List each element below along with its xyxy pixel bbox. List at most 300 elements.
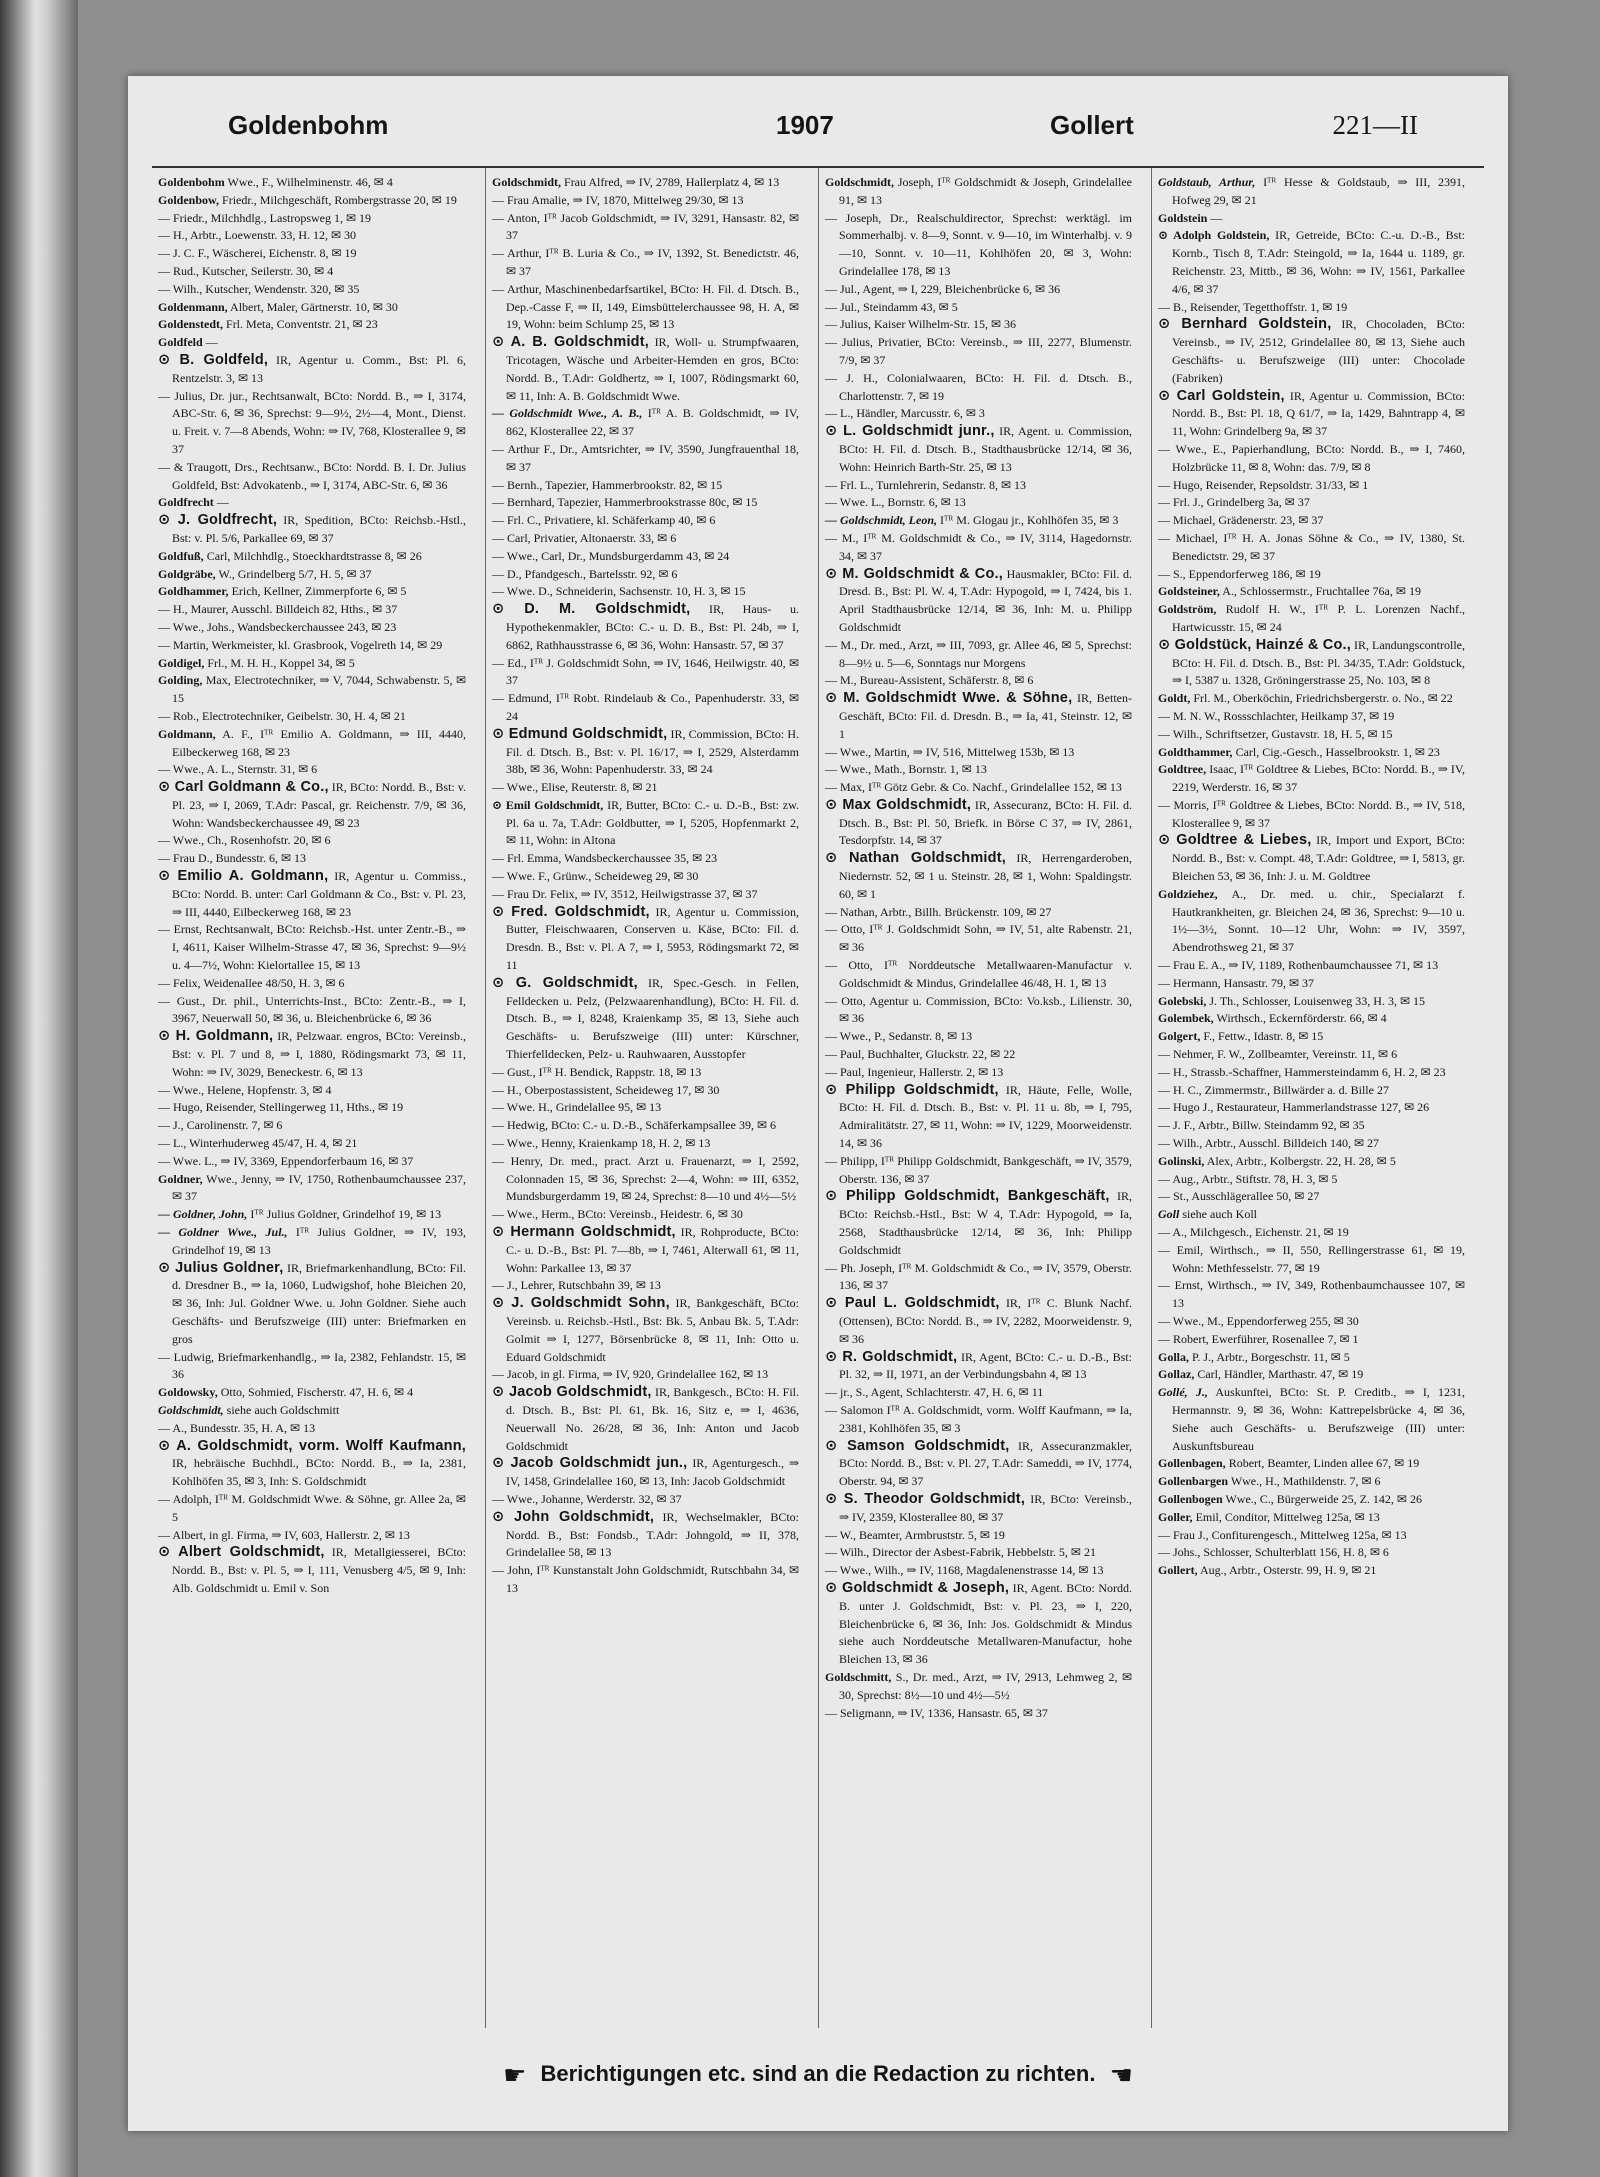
directory-entry xyxy=(492,975,799,1064)
directory-entry xyxy=(158,1402,466,1420)
directory-entry xyxy=(825,1082,1132,1153)
entry-details: S., Dr. med., Arzt, ⇒ IV, 2913, Lehmweg 2, ✉ 30, Sprechst: 8½—10 und 4½—5½ xyxy=(839,1669,1133,1702)
entry-details: IR, Spec.-Gesch. in Fellen, Felldecken u. Pelz, (Pelzwaarenhandlung), BCto: H. Fil. d. Dtsch. B., ⇒ I, 8248, Kraienkamp 35, ✉ 13, Siehe auch Geschäfts- u. Berufszweige (III) unter: Kürschner, Thierfelldecken, Pelz- u. Rauhwaaren, Ausstopfer xyxy=(506,975,800,1062)
entry-details: IR, Iᵀᴿ C. Blunk Nachf. (Ottensen), BCto: Nordd. B., ⇒ IV, 2282, Moorweidenstr. 9, ✉ 36 xyxy=(839,1296,1132,1346)
directory-entry xyxy=(1158,316,1465,387)
entry-details: IR, Betten-Geschäft, BCto: Fil. d. Dresdn. B., ⇒ Ia, 41, Steinstr. 12, ✉ 1 xyxy=(839,691,1132,741)
directory-entry xyxy=(1158,1366,1465,1384)
entry-details: IR, Wechselmakler, BCto: Nordd. B., Bst: Fondsb., T.Adr: Johngold, ⇒ II, 378, Grindelallee 58, ✉ 13 xyxy=(506,1509,799,1560)
footer-text: Berichtigungen etc. sind an die Redaction zu richten. xyxy=(540,2061,1096,2086)
entry-details: — Wwe., Ch., Rosenhofstr. 20, ✉ 6 xyxy=(158,833,331,848)
directory-entry xyxy=(492,868,799,886)
directory-entry xyxy=(158,210,466,228)
entry-name: Goldtree, xyxy=(1158,762,1207,777)
directory-entry xyxy=(492,192,799,210)
directory-entry xyxy=(825,281,1132,299)
entry-details: — Frl. J., Grindelberg 3a, ✉ 37 xyxy=(1158,495,1310,510)
entry-details: — Rud., Kutscher, Seilerstr. 30, ✉ 4 xyxy=(158,263,334,278)
entry-details: — H., Maurer, Ausschl. Billdeich 82, Hths., ✉ 37 xyxy=(158,602,398,617)
entry-details: — Hermann, Hansastr. 79, ✉ 37 xyxy=(1158,975,1315,990)
directory-entry xyxy=(825,334,1132,370)
directory-entry xyxy=(492,779,799,797)
directory-entry xyxy=(158,761,466,779)
entry-details: — Wwe., Herm., BCto: Vereinsb., Heidestr. 6, ✉ 30 xyxy=(492,1207,743,1222)
entry-name: ⊙ Bernhard Goldstein, xyxy=(1158,316,1332,333)
entry-name: ⊙ R. Goldschmidt, xyxy=(825,1348,958,1365)
directory-entry xyxy=(158,779,466,832)
entry-name: Gollé, J., xyxy=(1158,1385,1208,1400)
entry-name: Goldfuß, xyxy=(158,548,204,563)
entry-name: — Goldner Wwe., Jul., xyxy=(158,1225,288,1240)
directory-entry xyxy=(492,850,799,868)
directory-entry xyxy=(158,832,466,850)
running-header xyxy=(228,110,1418,150)
column-4 xyxy=(1151,168,1471,2028)
directory-entry xyxy=(492,1366,799,1384)
directory-entry xyxy=(492,477,799,495)
entry-details: — M., Bureau-Assistent, Schäferstr. 8, ✉ 6 xyxy=(825,673,1034,688)
directory-entry xyxy=(1158,1544,1465,1562)
entry-details: siehe auch Goldschmitt xyxy=(226,1402,340,1417)
directory-entry xyxy=(1158,1099,1465,1117)
entry-details: — Wwe., Martin, ⇒ IV, 516, Mittelweg 153b, ✉ 13 xyxy=(825,744,1075,759)
directory-entry xyxy=(158,726,466,762)
entry-details: — & Traugott, Drs., Rechtsanw., BCto: Nordd. B. I. Dr. Julius Goldfeld, Bst: Advokatenb., ⇒ I, 3174, ABC-Str. 6, ✉ 36 xyxy=(158,459,466,492)
entry-name: Goller, xyxy=(1158,1509,1193,1524)
entry-details: — Wwe., Henny, Kraienkamp 18, H. 2, ✉ 13 xyxy=(492,1136,711,1151)
entry-name: ⊙ H. Goldmann, xyxy=(158,1028,274,1045)
entry-details: — Frau J., Confiturengesch., Mittelweg 125a, ✉ 13 xyxy=(1158,1527,1407,1542)
directory-entry xyxy=(1158,1224,1465,1242)
directory-entry xyxy=(158,1135,466,1153)
entry-name: Goldstein xyxy=(1158,210,1208,225)
entry-name: Goldenmann, xyxy=(158,299,228,314)
entry-details: IR, BCto: Reichsb.-Hstl., Bst: W 4, T.Adr: Hypogold, ⇒ Ia, 2568, Stadthausbrücke 12/14, ✉ 36, Inh: Philipp Goldschmidt xyxy=(839,1189,1132,1257)
directory-entry xyxy=(825,1527,1132,1545)
entry-details: — J., Carolinenstr. 7, ✉ 6 xyxy=(158,1118,283,1133)
entry-details: Aug., Arbtr., Osterstr. 99, H. 9, ✉ 21 xyxy=(1200,1563,1377,1578)
directory-entry xyxy=(158,975,466,993)
entry-details: — Jacob, in gl. Firma, ⇒ IV, 920, Grindelallee 162, ✉ 13 xyxy=(492,1367,769,1382)
entry-details: Friedr., Milchgeschäft, Rombergstrasse 20, ✉ 19 xyxy=(222,192,457,207)
footer-notice xyxy=(128,2060,1508,2100)
directory-entry xyxy=(158,192,466,210)
directory-entry xyxy=(1158,1455,1465,1473)
entry-details: — W., Beamter, Armbruststr. 5, ✉ 19 xyxy=(825,1527,1005,1542)
entry-details: Albert, Maler, Gärtnerstr. 10, ✉ 30 xyxy=(230,299,398,314)
directory-entry xyxy=(825,530,1132,566)
entry-details: — Wwe., Helene, Hopfenstr. 3, ✉ 4 xyxy=(158,1082,332,1097)
directory-entry xyxy=(158,1260,466,1349)
entry-details: — St., Ausschlägerallee 50, ✉ 27 xyxy=(1158,1189,1320,1204)
directory-entry xyxy=(1158,1117,1465,1135)
entry-details: — Hugo, Reisender, Stellingerweg 11, Hths., ✉ 19 xyxy=(158,1100,404,1115)
directory-entry xyxy=(158,299,466,317)
entry-details: Iᵀᴿ A. B. Goldschmidt, ⇒ IV, 862, Klosterallee 22, ✉ 37 xyxy=(506,406,799,439)
entry-name: Goldenbohm xyxy=(158,175,225,189)
entry-details: — Bernh., Tapezier, Hammerbrookstr. 82, ✉ 15 xyxy=(492,477,723,492)
entry-details: — Wwe., Elise, Reuterstr. 8, ✉ 21 xyxy=(492,780,658,795)
entry-details: Frl., M. H. H., Koppel 34, ✉ 5 xyxy=(207,655,355,670)
directory-entry xyxy=(825,797,1132,850)
directory-entry xyxy=(825,1295,1132,1348)
directory-entry xyxy=(1158,388,1465,441)
directory-entry xyxy=(1158,1206,1465,1224)
entry-details: IR, Rohproducte, BCto: C.- u. D.-B., Bst: Pl. 7—8b, ⇒ I, 7461, Alterwall 61, ✉ 11, Wohn: Parkallee 13, ✉ 37 xyxy=(506,1225,799,1275)
entry-name: Goldstaub, Arthur, xyxy=(1158,175,1256,189)
entry-details: Otto, Sohmied, Fischerstr. 47, H. 6, ✉ 4 xyxy=(220,1385,414,1400)
entry-details: — Wwe., Johanne, Werderstr. 32, ✉ 37 xyxy=(492,1491,682,1506)
directory-entry xyxy=(825,744,1132,762)
directory-entry xyxy=(492,583,799,601)
directory-entry xyxy=(158,281,466,299)
entry-name: Goldenbow, xyxy=(158,192,220,207)
entry-details: — Salomon Iᵀᴿ A. Goldschmidt, vorm. Wolff Kaufmann, ⇒ Ia, 2381, Kohlhöfen 35, ✉ 3 xyxy=(825,1402,1132,1435)
directory-entry xyxy=(825,1349,1132,1385)
entry-details: IR, Häute, Felle, Wolle, BCto: H. Fil. d. Dtsch. B., Bst: v. Pl. 11 u. 8b, ⇒ I, 795, Admiralitätstr. 27, ✉ 11, Wohn: ⇒ IV, 1229, Moorweidenstr. 14, ✉ 36 xyxy=(839,1082,1133,1151)
entry-details: — L., Händler, Marcusstr. 6, ✉ 3 xyxy=(825,406,985,421)
directory-entry xyxy=(825,1669,1132,1705)
entry-details: — xyxy=(205,335,218,350)
directory-entry xyxy=(492,690,799,726)
directory-entry xyxy=(492,1491,799,1509)
directory-entry xyxy=(492,245,799,281)
entry-details: — J. C. F., Wäscherei, Eichenstr. 8, ✉ 19 xyxy=(158,246,357,261)
entry-details: — Morris, Iᵀᴿ Goldtree & Liebes, BCto: Nordd. B., ⇒ IV, 518, Klosterallee 9, ✉ 37 xyxy=(1158,797,1465,830)
directory-entry xyxy=(1158,690,1465,708)
entry-name: ⊙ Goldschmidt & Joseph, xyxy=(825,1579,1010,1596)
entry-details: — B., Reisender, Tegetthoffstr. 1, ✉ 19 xyxy=(1158,299,1348,314)
directory-entry xyxy=(825,316,1132,334)
entry-details: — M., Dr. med., Arzt, ⇒ III, 7093, gr. Allee 46, ✉ 5, Sprechst: 8—9½ u. 5—6, Sonntags nur Morgens xyxy=(825,637,1132,670)
entry-name: ⊙ L. Goldschmidt junr., xyxy=(825,423,995,440)
directory-entry xyxy=(158,601,466,619)
entry-name: ⊙ Albert Goldschmidt, xyxy=(158,1544,325,1561)
directory-entry xyxy=(492,886,799,904)
entry-details: — Arthur F., Dr., Amtsrichter, ⇒ IV, 3590, Jungfrauenthal 18, ✉ 37 xyxy=(492,441,799,474)
entry-details: — Wwe., M., Eppendorferweg 255, ✉ 30 xyxy=(1158,1314,1359,1328)
entry-details: A., Dr. med. u. chir., Specialarzt f. Hautkrankheiten, gr. Bleichen 24, ✉ 36, Sprechst: 9—10 u. 1½—3½, Sonnt. 10—12 Uhr, Wohn: ⇒ IV, 3597, Abendrothsweg 21, ✉ 37 xyxy=(1172,886,1465,955)
entry-name: ⊙ Jacob Goldschmidt jun., xyxy=(492,1455,688,1472)
directory-entry xyxy=(158,619,466,637)
entry-details: Carl, Händler, Marthastr. 47, ✉ 19 xyxy=(1197,1367,1364,1382)
directory-entry xyxy=(1158,797,1465,833)
entry-details: — Edmund, Iᵀᴿ Robt. Rindelaub & Co., Papenhuderstr. 33, ✉ 24 xyxy=(492,691,799,723)
entry-details: — Ph. Joseph, Iᵀᴿ M. Goldschmidt & Co., ⇒ IV, 3579, Oberstr. 136, ✉ 37 xyxy=(825,1260,1132,1293)
directory-entry xyxy=(825,299,1132,317)
entry-details: Robert, Beamter, Linden allee 67, ✉ 19 xyxy=(1228,1456,1420,1471)
entry-details: — Wwe., Math., Bornstr. 1, ✉ 13 xyxy=(825,762,987,777)
entry-name: Goldt, xyxy=(1158,691,1191,706)
directory-entry xyxy=(1158,1384,1465,1455)
directory-entry xyxy=(158,868,466,921)
entry-details: — Wwe., P., Sedanstr. 8, ✉ 13 xyxy=(825,1029,973,1044)
directory-entry xyxy=(158,1349,466,1385)
entry-details: — Frl. C., Privatiere, kl. Schäferkamp 40, ✉ 6 xyxy=(492,513,716,528)
directory-entry xyxy=(1158,530,1465,566)
directory-entry xyxy=(158,1028,466,1081)
entry-details: — Wwe., E., Papierhandlung, BCto: Nordd. B., ⇒ I, 7460, Holzbrücke 11, ✉ 8, Wohn: das. 7/9, ✉ 8 xyxy=(1158,441,1465,474)
directory-entry xyxy=(1158,1242,1465,1278)
entry-name: Golla, xyxy=(1158,1349,1190,1364)
entry-details: — J. H., Colonialwaaren, BCto: H. Fil. d. Dtsch. B., Charlottenstr. 7, ✉ 19 xyxy=(825,370,1132,403)
entry-name: ⊙ Jacob Goldschmidt, xyxy=(492,1384,652,1401)
entry-details: — Henry, Dr. med., pract. Arzt u. Frauenarzt, ⇒ I, 2592, Colonnaden 15, ✉ 36, Sprechst: 2—4, Wohn: ⇒ III, 6352, Mundsburgerdamm 19, ✉ 24, Sprechst: 8—10 und 4½—5½ xyxy=(492,1153,799,1204)
entry-name: Goldenstedt, xyxy=(158,317,224,332)
directory-entry xyxy=(1158,708,1465,726)
entry-details: — xyxy=(1210,210,1223,225)
entry-details: Max, Electrotechniker, ⇒ V, 7044, Schwabenstr. 5, ✉ 15 xyxy=(172,673,466,706)
directory-entry xyxy=(158,512,466,548)
directory-entry xyxy=(825,761,1132,779)
entry-details: IR, Agentur u. Commission, Butter, Fleischwaaren, Conserven u. Käse, BCto: Fil. d. Dresdn. B., Bst: v. Pl. A 7, ⇒ I, 5953, Rödingsmarkt 72, ✉ 11 xyxy=(506,904,799,973)
entry-details: — S., Eppendorferweg 186, ✉ 19 xyxy=(1158,566,1321,581)
entry-name: ⊙ Adolph Goldstein, xyxy=(1158,228,1270,243)
directory-entry xyxy=(825,566,1132,637)
entry-details: — Julius, Dr. jur., Rechtsanwalt, BCto: Nordd. B., ⇒ I, 3174, ABC-Str. 6, ✉ 36, Sprechst: 9—9½, 2½—4, Mont., Dienst. u. Freit. v. 7—8 Abends, Wohn: ⇒ IV, 768, Klosterallee 9, ✉ 37 xyxy=(158,388,466,456)
entry-details: IR, Agenturgesch., ⇒ IV, 1458, Grindelallee 160, ✉ 13, Inh: Jacob Goldschmidt xyxy=(506,1456,800,1489)
entry-details: — Otto, Iᵀᴿ Norddeutsche Metallwaaren-Manufactur v. Goldschmidt & Mindus, Grindelallee 46/48, H. 1, ✉ 13 xyxy=(825,958,1132,990)
directory-entry xyxy=(1158,210,1465,228)
entry-details: — Rob., Electrotechniker, Geibelstr. 30, H. 4, ✉ 21 xyxy=(158,708,406,723)
entry-name: Goldström, xyxy=(1158,602,1217,617)
entry-details: IR, Haus- u. Hypothekenmakler, BCto: C.- u. D. B., Bst: Pl. 24b, ⇒ I, 6862, Rathhausstrasse 6, ✉ 36, Wohn: Hansastr. 57, ✉ 37 xyxy=(506,602,799,652)
entry-details: — Wwe., A. L., Sternstr. 31, ✉ 6 xyxy=(158,762,318,777)
entry-details: — Wwe., Carl, Dr., Mundsburgerdamm 43, ✉ 24 xyxy=(492,548,730,563)
directory-entry xyxy=(492,1082,799,1100)
entry-details: W., Grindelberg 5/7, H. 5, ✉ 37 xyxy=(218,566,372,581)
entry-details: — A., Milchgesch., Eichenstr. 21, ✉ 19 xyxy=(1158,1225,1349,1240)
directory-entry xyxy=(825,512,1132,530)
page-number: 221—II xyxy=(1332,110,1418,140)
directory-entry xyxy=(158,1420,466,1438)
directory-entry xyxy=(825,477,1132,495)
entry-details: Frau Alfred, ⇒ IV, 2789, Hallerplatz 4, ✉ 13 xyxy=(564,175,780,189)
entry-details: Wwe., H., Mathildenstr. 7, ✉ 6 xyxy=(1230,1474,1381,1489)
directory-entry xyxy=(1158,886,1465,957)
header-year: 1907 xyxy=(776,110,834,140)
entry-details: IR, Agent. u. Commission, BCto: H. Fil. d. Dtsch. B., Stadthausbrücke 12/14, ✉ 36, Wohn: Heinrich Barth-Str. 25, ✉ 13 xyxy=(839,424,1133,474)
directory-entry xyxy=(1158,583,1465,601)
entry-details: — Frl. L., Turnlehrerin, Sedanstr. 8, ✉ 13 xyxy=(825,477,1027,492)
entry-name: Goldziehez, xyxy=(1158,886,1218,901)
entry-name: Golding, xyxy=(158,673,203,688)
entry-name: Gollert, xyxy=(1158,1563,1198,1578)
directory-entry xyxy=(825,1544,1132,1562)
entry-details: — Wwe. L., Bornstr. 6, ✉ 13 xyxy=(825,495,966,510)
entry-details: A. F., Iᵀᴿ Emilio A. Goldmann, ⇒ III, 4440, Eilbeckerweg 168, ✉ 23 xyxy=(172,726,466,759)
entry-details: — Hedwig, BCto: C.- u. D.-B., Schäferkampsallee 39, ✉ 6 xyxy=(492,1118,777,1133)
directory-entry xyxy=(1158,227,1465,298)
entry-details: — Michael, Grädenerstr. 23, ✉ 37 xyxy=(1158,513,1324,528)
entry-name: ⊙ Goldstück, Hainzé & Co., xyxy=(1158,636,1351,653)
directory-entry xyxy=(825,1580,1132,1669)
entry-details: Erich, Kellner, Zimmerpforte 6, ✉ 5 xyxy=(231,584,407,599)
entry-details: — Robert, Ewerführer, Rosenallee 7, ✉ 1 xyxy=(1158,1331,1359,1346)
directory-entry xyxy=(158,1082,466,1100)
directory-entry xyxy=(1158,832,1465,885)
directory-page xyxy=(128,76,1508,2131)
directory-entry xyxy=(158,494,466,512)
entry-name: Gollaz, xyxy=(1158,1367,1195,1382)
entry-details: — Arthur, Iᵀᴿ B. Luria & Co., ⇒ IV, 1392, St. Benedictstr. 46, ✉ 37 xyxy=(492,246,799,278)
entry-details: — Hugo, Reisender, Repsoldstr. 31/33, ✉ 1 xyxy=(1158,477,1369,492)
directory-entry xyxy=(1158,1082,1465,1100)
directory-entry xyxy=(492,210,799,246)
entry-details: — Adolph, Iᵀᴿ M. Goldschmidt Wwe. & Söhne, gr. Allee 2a, ✉ 5 xyxy=(158,1491,466,1524)
entry-details: IR, BCto: Vereinsb., ⇒ IV, 2359, Klosterallee 80, ✉ 37 xyxy=(839,1491,1133,1524)
entry-details: — Wwe. F., Grünw., Scheideweg 29, ✉ 30 xyxy=(492,869,699,884)
directory-entry xyxy=(158,1438,466,1491)
entry-name: Goldner, xyxy=(158,1171,203,1186)
entry-details: IR, Assecuranz, BCto: H. Fil. d. Dtsch. B., Bst: Pl. 50, Briefk. in Börse C 37, ⇒ IV, 2861, Tesdorpfstr. 14, ✉ 37 xyxy=(839,797,1132,848)
entry-details: — Albert, in gl. Firma, ⇒ IV, 603, Hallerstr. 2, ✉ 13 xyxy=(158,1527,410,1542)
directory-entry xyxy=(492,904,799,975)
entry-details: — John, Iᵀᴿ Kunstanstalt John Goldschmidt, Rutschbahn 34, ✉ 13 xyxy=(492,1563,799,1595)
entry-details: IR, Spedition, BCto: Reichsb.-Hstl., Bst: v. Pl. 5/6, Parkallee 69, ✉ 37 xyxy=(172,513,466,545)
entry-name: ⊙ Philipp Goldschmidt, xyxy=(825,1081,999,1098)
entry-details: — Martin, Werkmeister, kl. Grasbrook, Vogelreth 14, ✉ 29 xyxy=(158,637,443,652)
directory-entry xyxy=(1158,494,1465,512)
entry-name: Golgert, xyxy=(1158,1029,1201,1044)
entry-details: — Otto, Agentur u. Commission, BCto: Vo.ksb., Lilienstr. 30, ✉ 36 xyxy=(825,993,1132,1026)
entry-details: — Frau Dr. Felix, ⇒ IV, 3512, Heilwigstrasse 37, ✉ 37 xyxy=(492,886,758,901)
entry-details: — Aug., Arbtr., Stiftstr. 78, H. 3, ✉ 5 xyxy=(1158,1171,1338,1186)
entry-name: ⊙ Carl Goldstein, xyxy=(1158,387,1285,404)
directory-entry xyxy=(492,566,799,584)
entry-details: siehe auch Koll xyxy=(1182,1207,1257,1222)
directory-entry xyxy=(158,263,466,281)
directory-entry xyxy=(825,1188,1132,1259)
directory-entry xyxy=(1158,637,1465,690)
directory-entry xyxy=(158,352,466,388)
directory-entry xyxy=(825,1402,1132,1438)
entry-name: — Goldner, John, xyxy=(158,1207,248,1222)
directory-entry xyxy=(158,1544,466,1597)
entry-details: — Paul, Buchhalter, Gluckstr. 22, ✉ 22 xyxy=(825,1047,1016,1062)
entry-details: — H., Arbtr., Loewenstr. 33, H. 12, ✉ 30 xyxy=(158,228,357,243)
directory-entry xyxy=(1158,174,1465,210)
entry-details: Hausmakler, BCto: Fil. d. Dresd. B., Bst: Pl. W. 4, T.Adr: Hypogold, ⇒ I, 7424, bis 1. April Stadthausbrücke 12/14, ✉ 36, Inh: M. u. Philipp Goldschmidt xyxy=(839,566,1133,634)
entry-name: Golembek, xyxy=(1158,1011,1214,1026)
entry-name: Golinski, xyxy=(1158,1153,1205,1168)
directory-entry xyxy=(1158,1064,1465,1082)
directory-entry xyxy=(492,1206,799,1224)
directory-entry xyxy=(825,921,1132,957)
entry-details: P. J., Arbtr., Borgeschstr. 11, ✉ 5 xyxy=(1192,1349,1350,1364)
entry-details: — Wilh., Arbtr., Ausschl. Billdeich 140, ✉ 27 xyxy=(1158,1136,1380,1151)
directory-entry xyxy=(492,512,799,530)
entry-details: Wwe., C., Bürgerweide 25, Z. 142, ✉ 26 xyxy=(1225,1491,1422,1506)
entry-details: Carl, Cig.-Gesch., Hasselbrookstr. 1, ✉ 23 xyxy=(1235,744,1440,759)
directory-entry xyxy=(492,530,799,548)
entry-name: Goldmann, xyxy=(158,726,216,741)
directory-entry xyxy=(825,174,1132,210)
entry-details: Iᵀᴿ Julius Goldner, Grindelhof 19, ✉ 13 xyxy=(250,1207,442,1222)
entry-name: Goldfrecht xyxy=(158,495,214,510)
directory-entry xyxy=(158,1117,466,1135)
entry-name: ⊙ A. Goldschmidt, vorm. Wolff Kaufmann, xyxy=(158,1437,466,1454)
entry-name: ⊙ Hermann Goldschmidt, xyxy=(492,1224,676,1241)
directory-entry xyxy=(825,210,1132,281)
entry-details: — Frl. Emma, Wandsbeckerchaussee 35, ✉ 23 xyxy=(492,851,718,866)
entry-details: — Felix, Weidenallee 48/50, H. 3, ✉ 6 xyxy=(158,975,345,990)
entry-details: IR, Butter, BCto: C.- u. D.-B., Bst: zw. Pl. 6a u. 7a, T.Adr: Goldbutter, ⇒ I, 5205, Hopfenmarkt 2, ✉ 11, Wohn: in Altona xyxy=(506,797,800,848)
directory-entry xyxy=(1158,1135,1465,1153)
entry-details: — Johs., Schlosser, Schulterblatt 156, H. 8, ✉ 6 xyxy=(1158,1545,1389,1560)
entry-name: Gollenbargen xyxy=(1158,1474,1229,1489)
directory-entry xyxy=(1158,1349,1465,1367)
entry-details: — Anton, Iᵀᴿ Jacob Goldschmidt, ⇒ IV, 3291, Hansastr. 82, ✉ 37 xyxy=(492,210,799,243)
directory-entry xyxy=(158,921,466,974)
directory-entry xyxy=(158,993,466,1029)
entry-details: — Wwe., Johs., Wandsbeckerchaussee 243, ✉ 23 xyxy=(158,619,397,634)
directory-entry xyxy=(492,1135,799,1153)
entry-name: ⊙ J. Goldschmidt Sohn, xyxy=(492,1295,670,1312)
entry-name: Goldschmidt, xyxy=(158,1402,224,1417)
entry-details: — Nathan, Arbtr., Billh. Brückenstr. 109, ✉ 27 xyxy=(825,904,1052,919)
directory-entry xyxy=(158,655,466,673)
entry-details: Iᵀᴿ Julius Goldner, ⇒ IV, 193, Grindelhof 19, ✉ 13 xyxy=(172,1225,467,1257)
directory-entry xyxy=(158,637,466,655)
entry-name: ⊙ Emil Goldschmidt, xyxy=(492,797,604,812)
entry-details: IR, Bankgeschäft, BCto: Vereinsb. u. Reichsb.-Hstl., Bst: Bk. 5, Anbau Bk. 5, T.Adr: Golmit ⇒ I, 1277, Börsenbrücke 8, ✉ 11, Inh: Otto u. Eduard Goldschmidt xyxy=(506,1296,799,1364)
entry-details: IR, Pelzwaar. engros, BCto: Vereinsb., Bst: v. Pl. 7 und 8, ⇒ I, 1880, Rödingsmarkt 73, ✉ 11, Wohn: ⇒ IV, 3029, Beneckestr. 6, ✉ 13 xyxy=(172,1029,466,1079)
entry-details: — L., Winterhuderweg 45/47, H. 4, ✉ 21 xyxy=(158,1136,358,1151)
directory-entry xyxy=(825,637,1132,673)
entry-details: — Joseph, Dr., Realschuldirector, Sprechst: werktägl. im Sommerhalbj. v. 8—9, Sonnt. v. 9—10, im Winterhalbj. v. 9—10, Sonnt. v. 10—11, Kohlhöfen 20, ✉ 3, Wohn: Grindelallee 178, ✉ 13 xyxy=(825,210,1132,278)
entry-name: ⊙ Emilio A. Goldmann, xyxy=(158,868,329,885)
entry-details: — D., Pfandgesch., Bartelsstr. 92, ✉ 6 xyxy=(492,566,678,581)
entry-details: — Otto, Iᵀᴿ J. Goldschmidt Sohn, ⇒ IV, 51, alte Rabenstr. 21, ✉ 36 xyxy=(825,922,1132,955)
directory-entry xyxy=(825,1491,1132,1527)
entry-details: Frl. Meta, Conventstr. 21, ✉ 23 xyxy=(226,317,378,332)
directory-entry xyxy=(1158,1562,1465,1580)
entry-details: — Ludwig, Briefmarkenhandlg., ⇒ Ia, 2382, Fehlandstr. 15, ✉ 36 xyxy=(158,1349,466,1382)
entry-details: — Frau D., Bundesstr. 6, ✉ 13 xyxy=(158,851,307,866)
entry-details: IR, Getreide, BCto: C.-u. D.-B., Bst: Kornb., Tisch 8, T.Adr: Steingold, ⇒ Ia, 1644 u. 1189, gr. Reichenstr. 23, Mittb., ✉ 36, Wohn: ⇒ IV, 1561, Parkallee 4/6, ✉ 37 xyxy=(1172,228,1465,296)
entry-details: — Philipp, Iᵀᴿ Philipp Goldschmidt, Bankgeschäft, ⇒ IV, 3579, Oberstr. 136, ✉ 37 xyxy=(825,1153,1132,1186)
entry-name: ⊙ B. Goldfeld, xyxy=(158,351,269,368)
entry-details: — Julius, Kaiser Wilhelm-Str. 15, ✉ 36 xyxy=(825,317,1017,332)
directory-entry xyxy=(825,690,1132,743)
directory-entry xyxy=(1158,1527,1465,1545)
entry-details: IR, Agent. BCto: Nordd. B. unter J. Goldschmidt, Bst: v. Pl. 23, ⇒ I, 220, Bleichenbrücke 6, ✉ 36, Inh: Jos. Goldschmidt & Mindus siehe auch Norddeutsche Metallwaren-Manufactur, hohe Bleichen 13, ✉ 36 xyxy=(839,1580,1132,1667)
directory-entry xyxy=(492,494,799,512)
directory-entry xyxy=(1158,601,1465,637)
directory-entry xyxy=(825,1153,1132,1189)
entry-details: — Friedr., Milchhdlg., Lastropsweg 1, ✉ 19 xyxy=(158,210,372,225)
entry-name: ⊙ Julius Goldner, xyxy=(158,1259,284,1276)
entry-details: — Bernhard, Tapezier, Hammerbrookstrasse 80c, ✉ 15 xyxy=(492,495,758,510)
directory-entry xyxy=(1158,726,1465,744)
entry-details: — Wwe. L., ⇒ IV, 3369, Eppendorferbaum 16, ✉ 37 xyxy=(158,1153,414,1168)
entry-name: Goldigel, xyxy=(158,655,205,670)
directory-entry xyxy=(1158,512,1465,530)
directory-entry xyxy=(825,370,1132,406)
directory-entry xyxy=(825,494,1132,512)
directory-entry xyxy=(825,1562,1132,1580)
entry-name: ⊙ Carl Goldmann & Co., xyxy=(158,779,329,796)
entry-details: Joseph, Iᵀᴿ Goldschmidt & Joseph, Grindelallee 91, ✉ 13 xyxy=(839,175,1132,207)
directory-entry xyxy=(492,334,799,405)
entry-details: — Paul, Ingenieur, Hallerstr. 2, ✉ 13 xyxy=(825,1064,1004,1079)
entry-details: IR, Commission, BCto: H. Fil. d. Dtsch. B., Bst: v. Pl. 16/17, ⇒ I, 2529, Alsterdamm 38b, ✉ 36, Wohn: Papenhuderstr. 33, ✉ 24 xyxy=(506,726,799,777)
entry-details: A., Schlossermstr., Fruchtallee 76a, ✉ 19 xyxy=(1222,584,1421,599)
entry-details: IR, Woll- u. Strumpfwaaren, Tricotagen, Wäsche und Arbeiter-Hemden en gros, BCto: Nordd. B., T.Adr: Goldhertz, ⇒ I, 1007, Rödingsmarkt 60, ✉ 11, Inh: A. B. Goldschmidt Wwe. xyxy=(506,335,800,403)
directory-entry xyxy=(492,281,799,334)
directory-entry xyxy=(492,1562,799,1598)
